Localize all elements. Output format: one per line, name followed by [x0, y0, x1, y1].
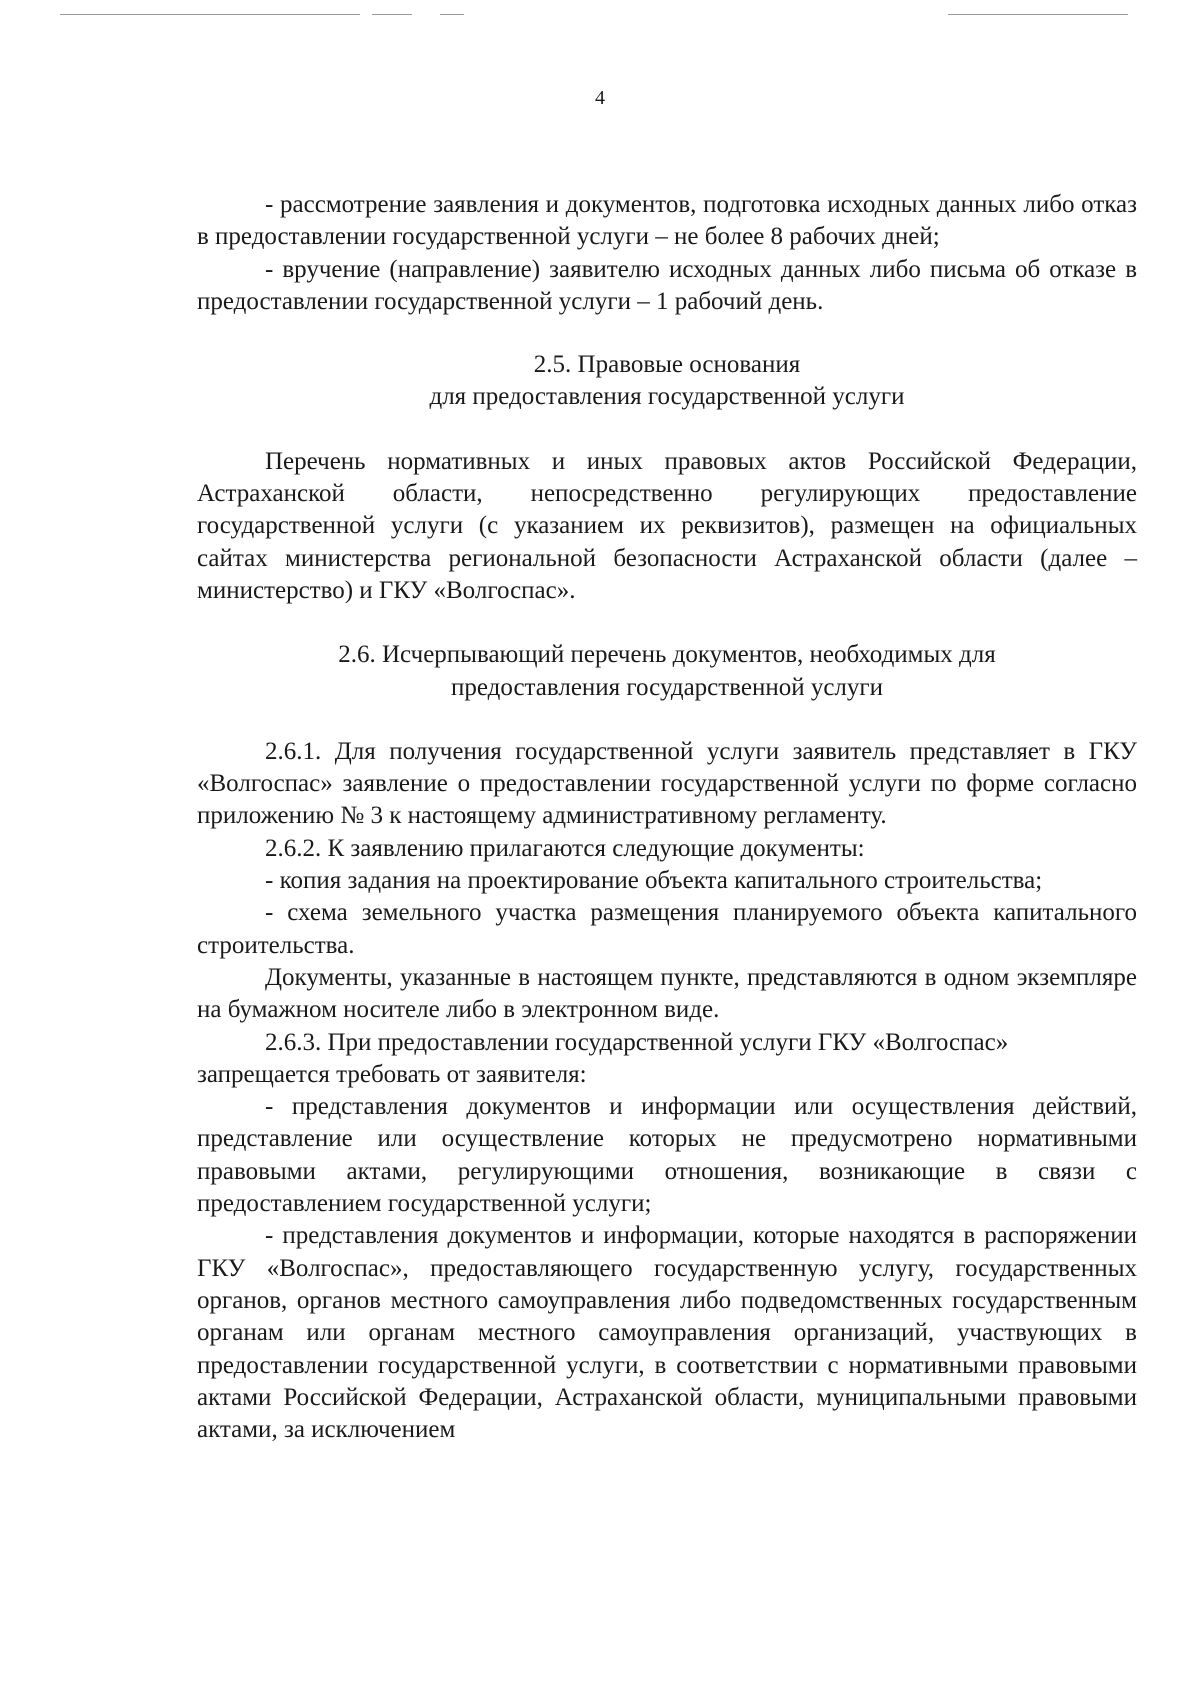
section-2-5-heading-line: 2.5. Правовые основания	[533, 351, 801, 379]
intro-item: - вручение (направление) заявителю исходных данных либо письма об отказе в предоставлении государственной услуги – 1 рабочий день.	[197, 255, 1137, 315]
section-2-6-paragraph: - копия задания на проектирование объекта капитального строительства;	[265, 867, 1043, 895]
section-2-6-paragraph: 2.6.2. К заявлению прилагаются следующие документы:	[265, 834, 865, 862]
section-2-6-heading-line: предоставления государственной услуги	[450, 673, 884, 701]
section-2-6-paragraph: запрещается требовать от заявителя:	[197, 1060, 587, 1088]
section-2-6-paragraph: 2.6.1. Для получения государственной услуги заявитель представляет в ГКУ «Волгоспас» заявление о предоставлении государственной услуги по форме согласно приложению № 3 к настоящему административному регламенту.	[197, 737, 1137, 830]
section-2-6-heading	[197, 639, 1137, 704]
section-2-5-heading	[197, 349, 1137, 414]
document-body	[197, 189, 1137, 1446]
section-2-6-heading-line: 2.6. Исчерпывающий перечень документов, необходимых для	[338, 641, 996, 669]
page-number: 4	[595, 87, 605, 109]
section-2-5-heading-line: для предоставления государственной услуги	[429, 383, 905, 411]
section-2-6-paragraph: - схема земельного участка размещения планируемого объекта капитального строительства.	[197, 899, 1137, 959]
section-2-6-paragraph: - представления документов и информации или осуществления действий, представление или осуществление которых не предусмотрено нормативными правовыми актами, регулирующими отношения, возникающие в связи с предоставлением государственной услуги;	[197, 1093, 1137, 1218]
section-2-6-paragraph: - представления документов и информации, которые находятся в распоряжении ГКУ «Волгоспас», предоставляющего государственную услугу, государственных органов, органов местного самоуправления либо подведомственных государственным органам или органам местного самоуправления организаций, участвующих в предоставлении государственной услуги, в соответствии с нормативными правовыми актами Российской Федерации, Астраханской области, муниципальными правовыми актами, за исключением	[197, 1222, 1137, 1444]
section-2-6-paragraph: 2.6.3. При предоставлении государственной услуги ГКУ «Волгоспас»	[265, 1028, 1009, 1056]
intro-item: - рассмотрение заявления и документов, подготовка исходных данных либо отказ в предоставлении государственной услуги – не более 8 рабочих дней;	[197, 191, 1137, 251]
section-2-5-body: Перечень нормативных и иных правовых актов Российской Федерации, Астраханской области, непосредственно регулирующих предоставление государственной услуги (с указанием их реквизитов), размещен на официальных сайтах министерства региональной безопасности Астраханской области (далее – министерство) и ГКУ «Волгоспас».	[197, 447, 1137, 604]
section-2-6-paragraph: Документы, указанные в настоящем пункте, представляются в одном экземпляре на бумажном носителе либо в электронном виде.	[197, 963, 1137, 1024]
